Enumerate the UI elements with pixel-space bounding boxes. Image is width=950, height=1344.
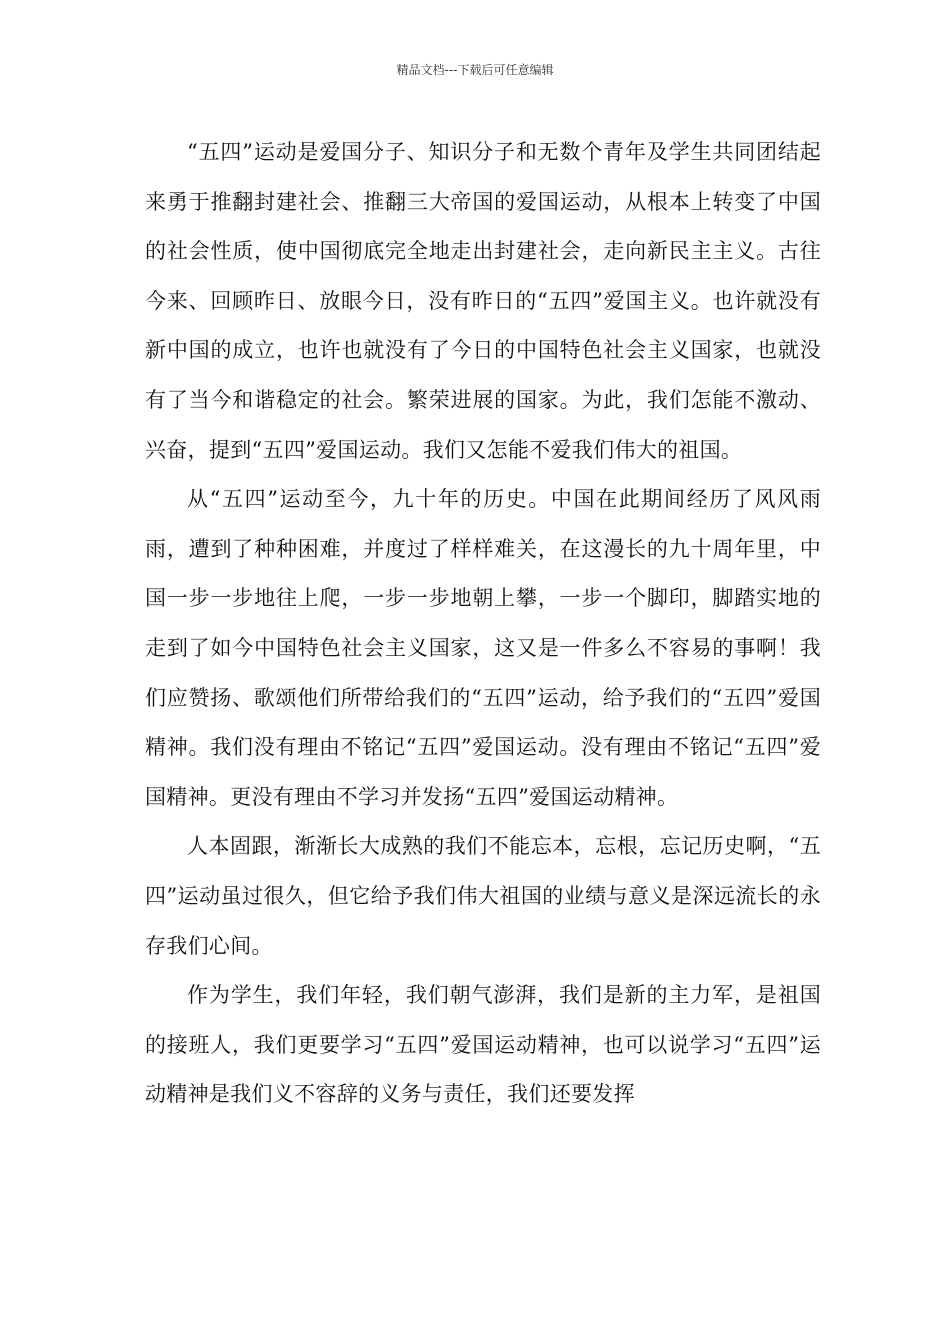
paragraph-4: 作为学生，我们年轻，我们朝气澎湃，我们是新的主力军，是祖国的接班人，我们更要学习“五四”爱国运动精神，也可以说学习“五四”运动精神是我们义不容辞的义务与责任，我们还要发挥 <box>145 983 821 1107</box>
paragraph-3: 人本固跟，渐渐长大成熟的我们不能忘本，忘根，忘记历史啊，“五四”运动虽过很久，但它给予我们伟大祖国的业绩与意义是深远流长的永存我们心间。 <box>145 834 821 958</box>
page-header: 精品文档---下载后可任意编辑 <box>396 63 554 77</box>
document-body <box>145 128 821 1120</box>
paragraph-2: 从“五四”运动至今，九十年的历史。中国在此期间经历了风风雨雨，遭到了种种困难，并度过了样样难关，在这漫长的九十周年里，中国一步一步地往上爬，一步一步地朝上攀，一步一个脚印，脚踏实地的走到了如今中国特色社会主义国家，这又是一件多么不容易的事啊！我们应赞扬、歌颂他们所带给我们的“五四”运动，给予我们的“五四”爱国精神。我们没有理由不铭记“五四”爱国运动。没有理由不铭记“五四”爱国精神。更没有理由不学习并发扬“五四”爱国运动精神。 <box>145 487 821 809</box>
paragraph-1: “五四”运动是爱国分子、知识分子和无数个青年及学生共同团结起来勇于推翻封建社会、推翻三大帝国的爱国运动，从根本上转变了中国的社会性质，使中国彻底完全地走出封建社会，走向新民主主义。古往今来、回顾昨日、放眼今日，没有昨日的“五四”爱国主义。也许就没有新中国的成立，也许也就没有了今日的中国特色社会主义国家，也就没有了当今和谐稳定的社会。繁荣进展的国家。为此，我们怎能不激动、兴奋，提到“五四”爱国运动。我们又怎能不爱我们伟大的祖国。 <box>145 140 821 462</box>
